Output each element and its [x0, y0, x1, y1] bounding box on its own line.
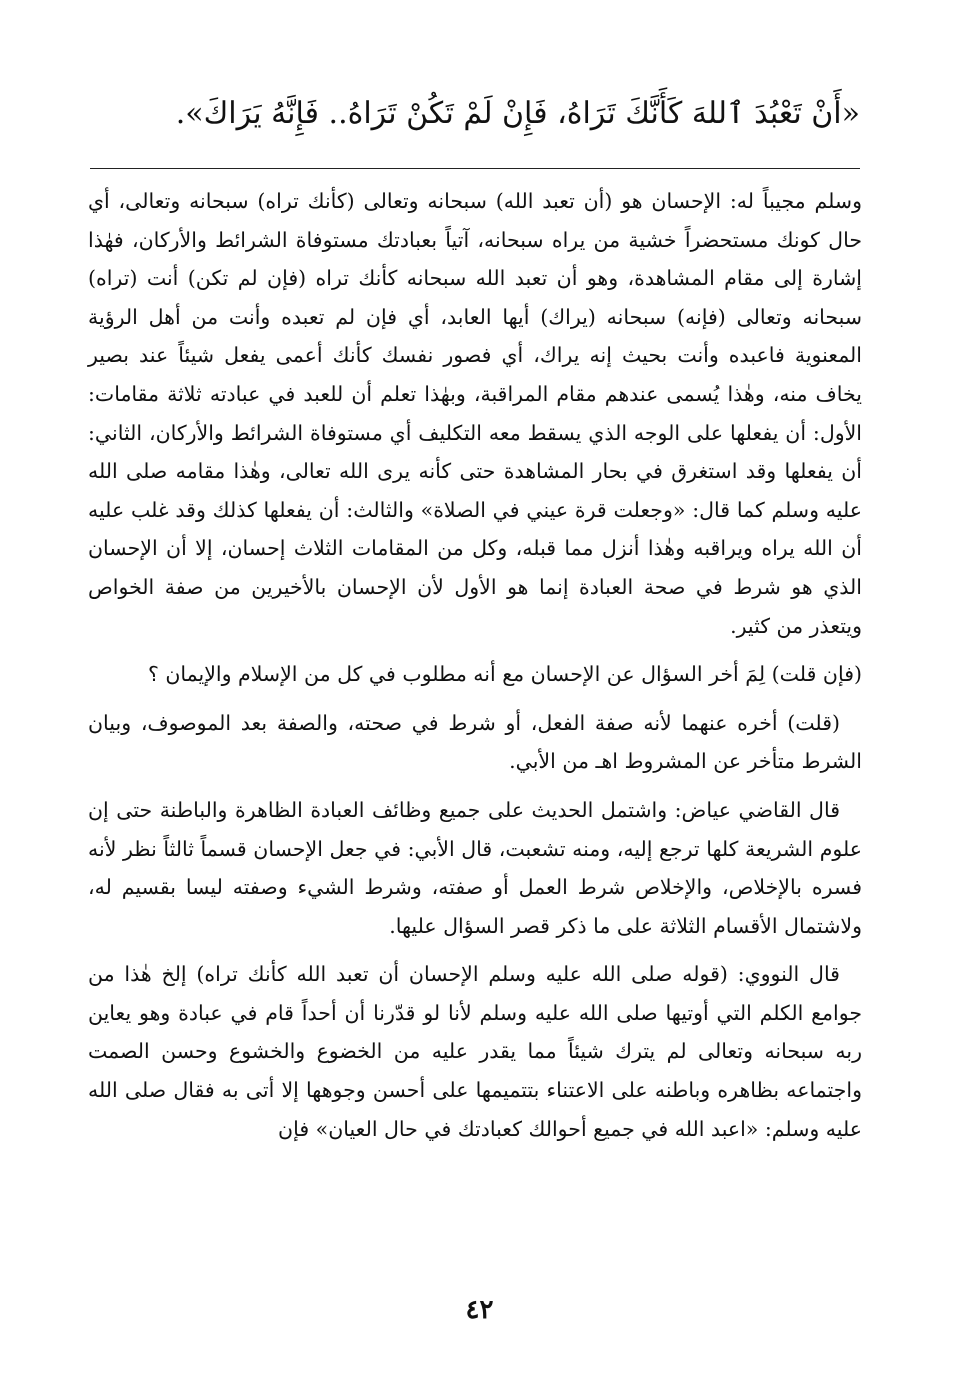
paragraph: قال النووي: (قوله صلى الله عليه وسلم الإحسان أن تعبد الله كأنك تراه) إلخ هٰذا من جوامع الكلم التي أوتيها صلى الله عليه وسلم لأنا لو قدّرنا أن أحداً قام في عبادة وهو يعاين ربه سبحانه وتعالى لم يترك شيئاً مما يقدر عليه من الخضوع والخشوع وحسن الصمت واجتماعه بظاهره وباطنه على الاعتناء بتتميمها على أحسن وجوهها إلا أتى به فقال صلى الله عليه وسلم: «اعبد الله في جميع أحوالك كعبادتك في حال العيان» فإن	[88, 962, 862, 1141]
paragraph: قال القاضي عياض: واشتمل الحديث على جميع وظائف العبادة الظاهرة والباطنة حتى إن علوم الشريعة كلها ترجع إليه، ومنه تشعبت، قال الأبي: في جعل الإحسان قسماً ثالثاً نظر لأنه فسره بالإخلاص، والإخلاص شرط العمل أو صفته، وشرط الشيء وصفته ليسا بقسيم له، ولاشتمال الأقسام الثلاثة على ما ذكر قصر السؤال عليها.	[88, 797, 862, 938]
footnote-separator	[90, 168, 860, 169]
paragraph: (فإن قلت) لِمَ أخر السؤال عن الإحسان مع أنه مطلوب في كل من الإسلام والإيمان ؟	[147, 662, 862, 687]
commentary-text	[88, 182, 862, 1148]
page-number: ٤٢	[465, 1295, 494, 1325]
paragraph: (قلت) أخره عنهما لأنه صفة الفعل، أو شرط في صحته، والصفة بعد الموصوف، وبيان الشرط متأخر عن المشروط اهـ من الأبي.	[88, 710, 862, 774]
paragraph: وسلم مجيباً له: الإحسان هو (أن تعبد الله) سبحانه وتعالى (كأنك تراه) سبحانه وتعالى، أي حال كونك مستحضراً خشية من يراه سبحانه، آتياً بعبادتك مستوفاة الشرائط والأركان، فهٰذا إشارة إلى مقام المشاهدة، وهو أن تعبد الله سبحانه كأنك تراه (فإن لم تكن) أنت (تراه) سبحانه وتعالى (فإنه) سبحانه (يراك) أيها العابد، أي فإن لم تعبده وأنت من أهل الرؤية المعنوية فاعبده وأنت بحيث إنه يراك، أي فصور نفسك كأنك أعمى يفعل شيئاً عند بصير يخاف منه، وهٰذا يُسمى عندهم مقام المراقبة، وبهٰذا تعلم أن للعبد في عبادته ثلاثة مقامات: الأول: أن يفعلها على الوجه الذي يسقط معه التكليف أي مستوفاة الشرائط والأركان، الثاني: أن يفعلها وقد استغرق في بحار المشاهدة حتى كأنه يرى الله تعالى، وهٰذا مقامه صلى الله عليه وسلم كما قال: «وجعلت قرة عيني في الصلاة» والثالث: أن يفعلها كذلك وقد غلب عليه أن الله يراه ويراقبه وهٰذا أنزل مما قبله، وكل من المقامات الثلاث إحسان، إلا أن الإحسان الذي هو شرط في صحة العبادة إنما هو الأول لأن الإحسان بالأخيرين من صفة الخواص ويتعذر من كثير.	[88, 189, 862, 638]
hadith-quote: «أَنْ تَعْبُدَ ٱللهَ كَأَنَّكَ تَرَاهُ، فَإِنْ لَمْ تَكُنْ تَرَاهُ.. فَإِنَّهُ يَرَاكَ».	[175, 96, 860, 131]
